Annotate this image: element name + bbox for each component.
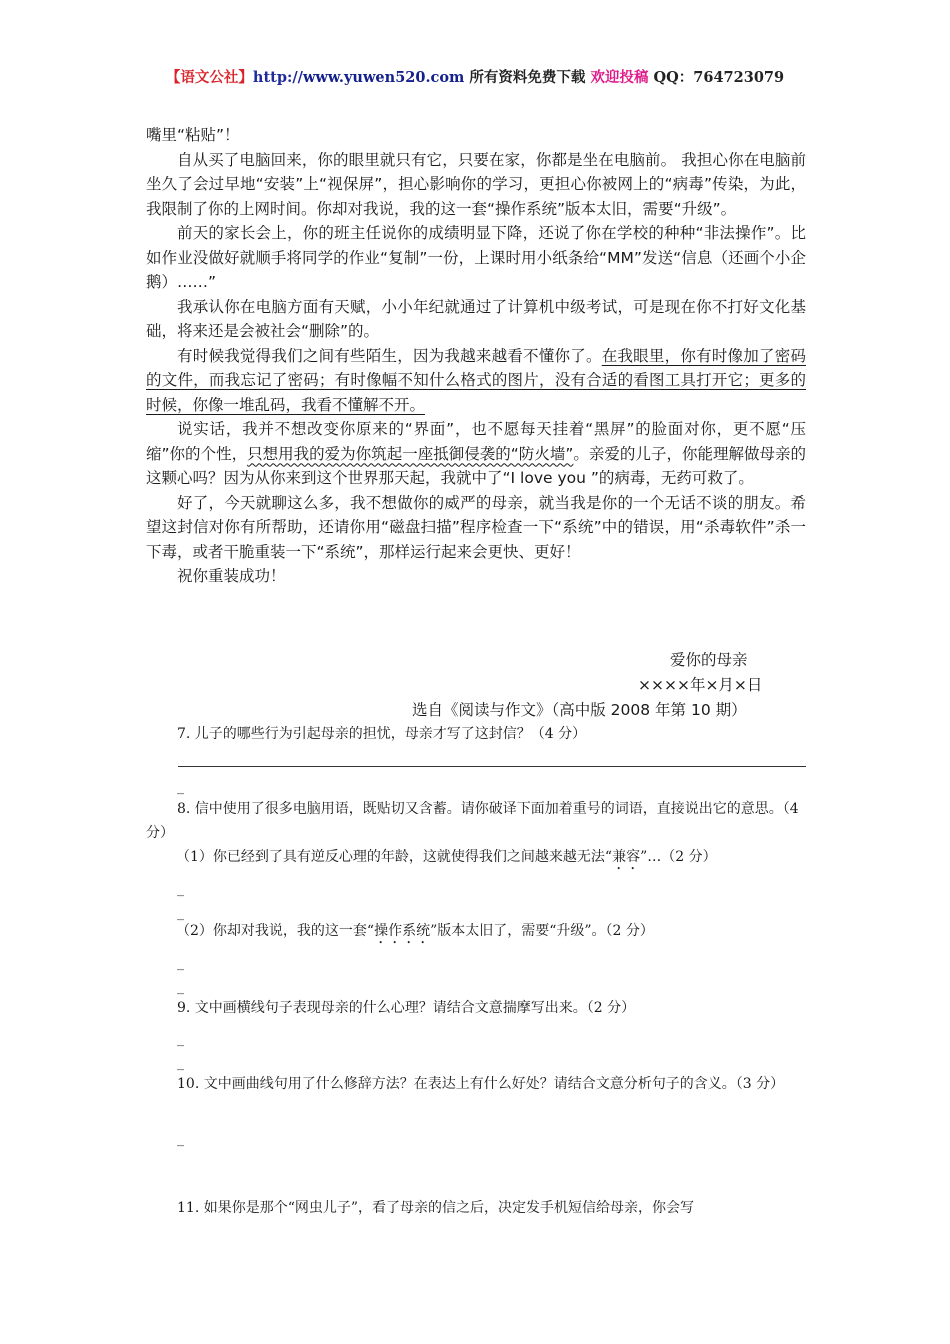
letter-text: 。亲爱的儿子，你能理解做母亲的这颗心吗？因为从你来到这个世界那天起，我就中了“I love you ”的病毒，无药可救了。 [146,444,807,487]
question-11: 11. 如果你是那个“网虫儿子”，看了母亲的信之后，决定发手机短信给母亲，你会写 [177,1200,695,1216]
header-brand: 【语文公社】 [165,69,253,86]
letter-closing: 祝你重装成功！ [177,567,286,585]
header-url-domain[interactable]: www.yuwen520.com [302,69,465,86]
letter-paragraph: 好了，今天就聊这么多，我不想做你的威严的母亲，就当我是你的一个无话不谈的朋友。希望这封信对你有所帮助，还请你用“磁盘扫描”程序检查一下“系统”中的错误，用“杀毒软件”杀一下毒，或者干脆重装一下“系统”，那样运行起来会更快、更好！ [146,493,806,561]
emphasized-term: 兼容 [612,849,641,865]
emphasized-term: 操作系统 [374,923,431,939]
question-9: 9. 文中画横线句子表现母亲的什么心理？请结合文意揣摩写出来。（2 分） [177,1000,636,1016]
header-url-prefix[interactable]: http:// [252,69,303,86]
letter-date: ××××年×月×日 [638,676,763,694]
answer-blank[interactable]: _ [177,905,184,921]
letter-text: 有时候我觉得我们之间有些陌生，因为我越来越看不懂你了。 [177,346,602,365]
answer-line[interactable] [178,766,806,767]
answer-blank[interactable]: _ [177,779,184,795]
letter-signature: 爱你的母亲 [670,651,748,669]
answer-blank[interactable]: _ [177,1031,184,1047]
letter-paragraph: 嘴里“粘贴”！ [146,126,240,144]
question-8: 8. 信中使用了很多电脑用语，既贴切又含蓄。请你破译下面加着重号的词语，直接说出它的意思。（4 分） [146,801,799,841]
letter-paragraph [146,417,806,491]
answer-blank[interactable]: _ [177,1055,184,1071]
page-header [0,66,950,87]
header-qq: QQ：764723079 [648,69,785,86]
letter-paragraph: 自从买了电脑回来，你的眼里就只有它，只要在家，你都是坐在电脑前。 我担心你在电脑前坐久了会过早地“安装”上“视保屏”，担心影响你的学习，更担心你被网上的“病毒”传染，为此，我限制了你的上网时间。你却对我说，我的这一套“操作系统”版本太旧，需要“升级”。 [146,150,806,218]
letter-paragraph [146,344,806,418]
answer-blank[interactable]: _ [177,955,184,971]
letter-source: 选自《阅读与作文》（高中版 2008 年第 10 期） [412,701,747,719]
letter-body [146,123,806,589]
answer-blank[interactable]: _ [177,881,184,897]
question-8-2: （2）你却对我说，我的这一套“操作系统”版本太旧了，需要“升级”。（2 分） [176,923,654,939]
answer-blank[interactable]: _ [177,1131,184,1147]
wavy-underlined-sentence: 只想用我的爱为你筑起一座抵御侵袭的“防火墙” [247,444,574,463]
header-welcome: 欢迎投稿 [590,69,649,86]
question-7: 7. 儿子的哪些行为引起母亲的担忧，母亲才写了这封信？（4 分） [177,726,587,742]
underlined-sentence: 在我眼里，你有时像加了密码的文件，而我忘记了密码；有时像幅不知什么格式的图片，没有合适的看图工具打开它；更多的时候，你像一堆乱码，我看不懂解不开。 [146,346,806,414]
header-free-text: 所有资料免费下载 [464,69,591,86]
letter-paragraph: 前天的家长会上，你的班主任说你的成绩明显下降，还说了你在学校的种种“非法操作”。比如作业没做好就顺手将同学的作业“复制”一份，上课时用小纸条给“MM”发送“信息（还画个小企鹅）……” [146,224,806,291]
letter-text: 说实话，我并不想改变你原来的“界面”，也不愿每天挂着“黑屏”的脸面对你，更不愿“压缩”你的个性， [146,420,806,463]
answer-blank[interactable]: _ [177,979,184,995]
question-10: 10. 文中画曲线句用了什么修辞方法？在表达上有什么好处？请结合文意分析句子的含义。（3 分） [177,1076,785,1092]
question-8-1: （1）你已经到了具有逆反心理的年龄，这就使得我们之间越来越无法“兼容”…（2 分） [176,849,717,865]
letter-paragraph: 我承认你在电脑方面有天赋，小小年纪就通过了计算机中级考试，可是现在你不打好文化基础，将来还是会被社会“删除”的。 [146,297,806,340]
